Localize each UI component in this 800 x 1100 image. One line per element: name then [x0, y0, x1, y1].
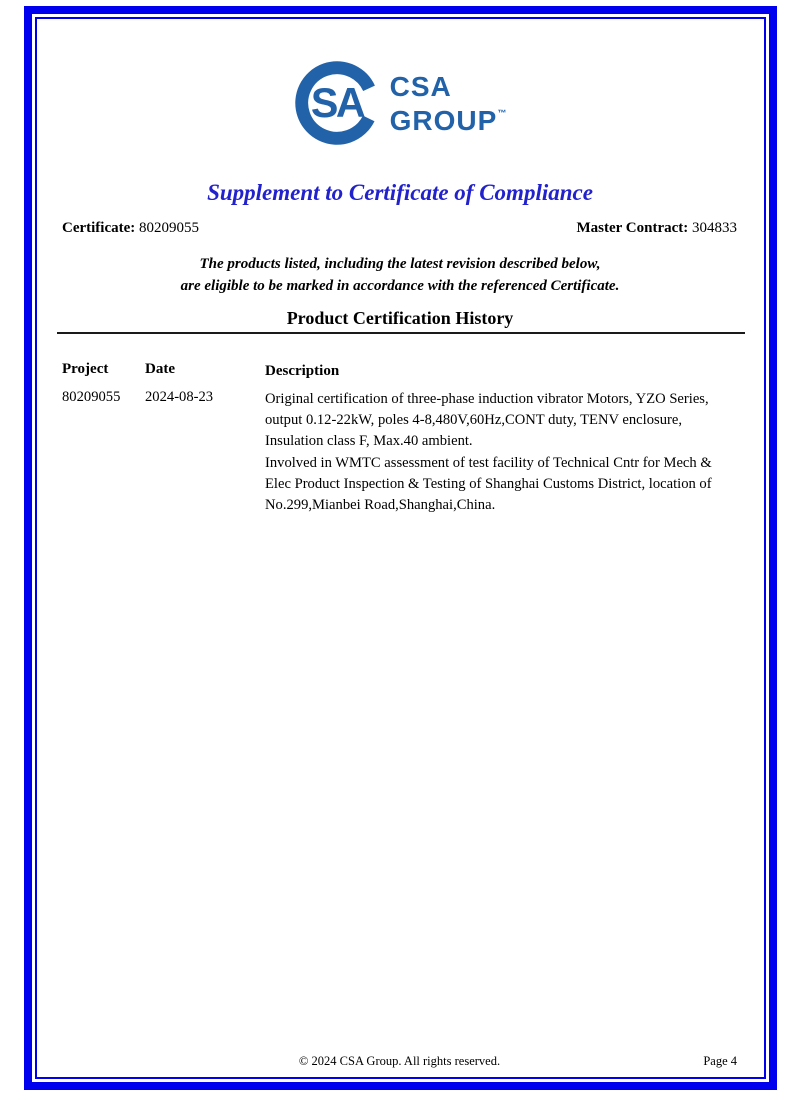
page-footer: [62, 1054, 737, 1072]
logo-line1: CSA: [389, 70, 452, 102]
csa-monogram-icon: [294, 60, 380, 146]
notice-line-1: The products listed, including the latest revision described below,: [199, 256, 601, 272]
logo-line2: GROUP: [389, 104, 498, 136]
certificate-value: 80209055: [139, 220, 200, 236]
page-number: Page 4: [703, 1054, 737, 1068]
copyright-text: © 2024 CSA Group. All rights reserved.: [298, 1054, 501, 1068]
csa-group-wordmark: [389, 70, 507, 136]
eligibility-notice: [0, 254, 800, 297]
csa-group-logo: [0, 60, 800, 146]
trademark-symbol: ™: [497, 107, 507, 118]
certificate-number: [62, 220, 199, 237]
column-header-project: Project: [62, 361, 109, 377]
master-contract-label: Master Contract:: [576, 220, 689, 236]
description-paragraph-2: Involved in WMTC assessment of test facility of Technical Cntr for Mech & Elec Product Inspection & Testing of Shanghai Customs District, location of No.299,Mianbei Road,Shanghai,China.: [265, 454, 712, 514]
page-border-inner: [35, 17, 766, 1079]
column-header-description: Description: [265, 363, 340, 379]
page-border-outer: [24, 6, 777, 1090]
section-divider: [57, 332, 745, 334]
master-contract: [576, 220, 737, 237]
certificate-meta-row: [62, 220, 737, 237]
section-heading: Product Certification History: [286, 308, 514, 328]
description-paragraph-1: Original certification of three-phase induction vibrator Motors, YZO Series, output 0.12-22kW, poles 4-8,480V,60Hz,CONT duty, TENV enclosure, Insulation class F, Max.40 ambient.: [265, 391, 709, 450]
notice-line-2: are eligible to be marked in accordance with the referenced Certificate.: [180, 277, 620, 294]
column-header-date: Date: [145, 361, 175, 377]
master-contract-value: 304833: [692, 220, 737, 236]
row-date-value: 2024-08-23: [145, 389, 214, 405]
document-title: Supplement to Certificate of Compliance: [207, 180, 593, 205]
row-description: [265, 389, 736, 516]
certificate-label: Certificate:: [62, 220, 136, 236]
row-project-value: 80209055: [62, 389, 121, 405]
svg-text:SA: SA: [310, 79, 363, 126]
